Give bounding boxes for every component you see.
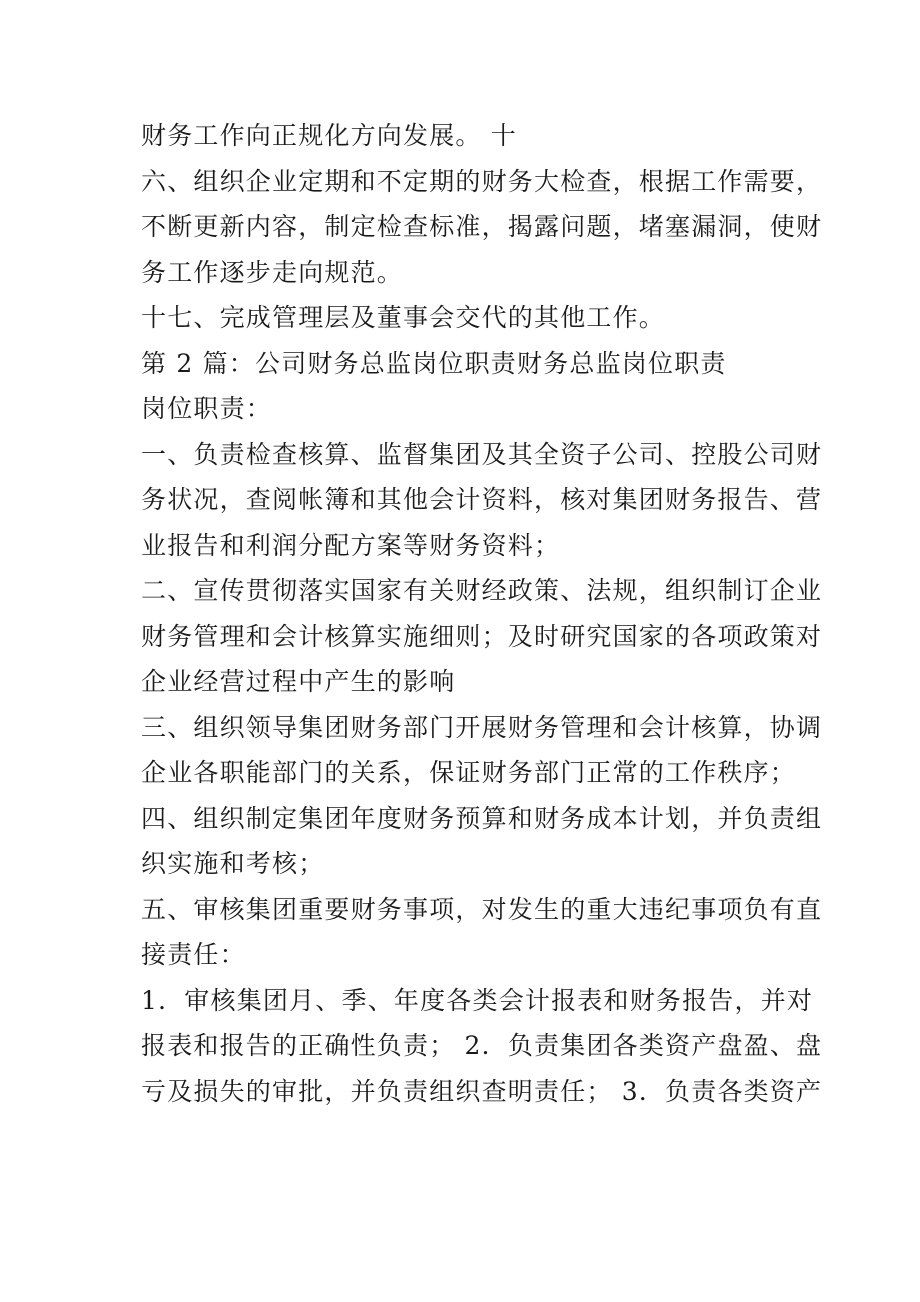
section-heading: 第 2 篇：公司财务总监岗位职责财务总监岗位职责	[141, 348, 727, 378]
text-line: 企业经营过程中产生的影响	[141, 667, 456, 696]
text-line: 务状况，查阅帐簿和其他会计资料，核对集团财务报告、营	[141, 485, 823, 514]
document-body	[141, 113, 823, 1114]
text-line: 六、组织企业定期和不定期的财务大检查，根据工作需要，	[141, 166, 823, 196]
text-line: 五、审核集团重要财务事项，对发生的重大违纪事项负有直	[141, 894, 823, 924]
text-line: 业报告和利润分配方案等财务资料；	[141, 530, 561, 560]
text-line: 不断更新内容，制定检查标准，揭露问题，堵塞漏洞，使财	[141, 212, 823, 241]
text-line: 财务管理和会计核算实施细则；及时研究国家的各项政策对	[141, 621, 823, 651]
text-line: 财务工作向正规化方向发展。 十	[141, 121, 517, 150]
text-line: 织实施和考核；	[141, 849, 325, 878]
text-line: 务工作逐步走向规范。	[141, 257, 404, 287]
text-line: 二、宣传贯彻落实国家有关财经政策、法规，组织制订企业	[141, 576, 823, 605]
text-line: 接责任：	[141, 940, 246, 969]
text-line: 1．审核集团月、季、年度各类会计报表和财务报告，并对	[141, 985, 814, 1015]
text-line: 十七、完成管理层及董事会交代的其他工作。	[141, 303, 666, 332]
text-line: 四、组织制定集团年度财务预算和财务成本计划，并负责组	[141, 803, 823, 833]
text-line: 亏及损失的审批，并负责组织查明责任； 3．负责各类资产	[141, 1076, 823, 1106]
text-line: 三、组织领导集团财务部门开展财务管理和会计核算，协调	[141, 712, 823, 742]
text-line: 一、负责检查核算、监督集团及其全资子公司、控股公司财	[141, 439, 823, 469]
text-line: 企业各职能部门的关系，保证财务部门正常的工作秩序；	[141, 758, 797, 787]
text-line: 报表和报告的正确性负责； 2．负责集团各类资产盘盈、盘	[141, 1031, 823, 1060]
subheading: 岗位职责：	[141, 394, 273, 423]
